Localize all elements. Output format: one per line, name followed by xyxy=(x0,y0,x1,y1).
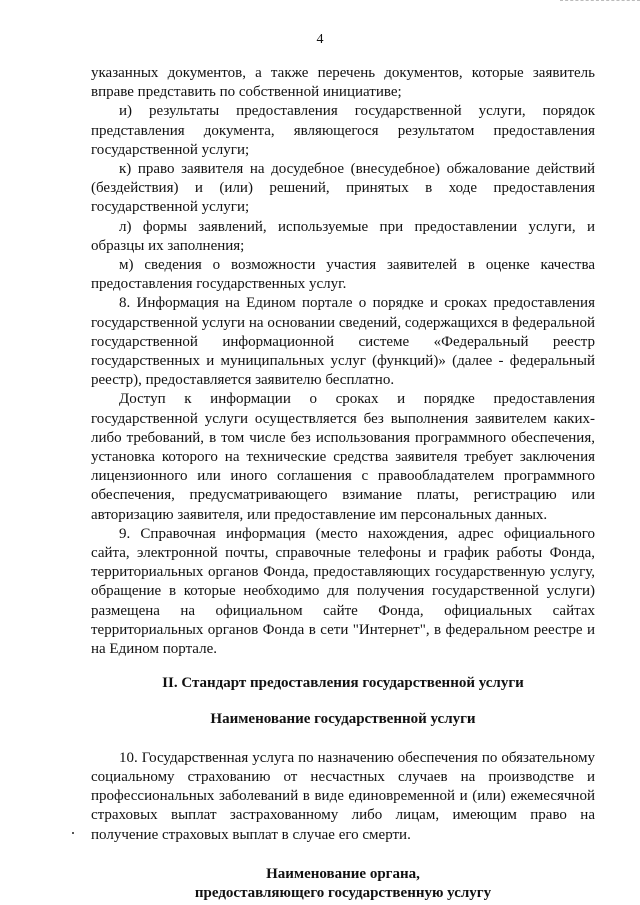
scan-dot-mark xyxy=(72,832,74,834)
scan-edge-mark xyxy=(560,0,640,3)
paragraph-item-l: л) формы заявлений, используемые при предоставлении услуги, и образцы их заполнения; xyxy=(91,218,595,254)
subheading-service-name: Наименование государственной услуги xyxy=(210,710,476,727)
document-body xyxy=(91,64,595,903)
paragraph-9: 9. Справочная информация (место нахождения, адрес официального сайта, электронной почты, справочные телефоны и график работы Фонда, территориальных органов Фонда, предоставляющих государственную услугу, обращение в которые необходимо для получения государственной услуги) размещена на официальном сайте Фонда, официальных сайтах территориальных органов Фонда в сети "Интернет", в федеральном реестре и на Едином портале. xyxy=(91,525,595,658)
subheading-organ-line2: предоставляющего государственную услугу xyxy=(194,884,492,901)
paragraph-item-k: к) право заявителя на досудебное (внесудебное) обжалование действий (бездействия) и (или) решений, принятых в ходе предоставления государственной услуги; xyxy=(91,161,595,216)
subheading-organ-line1: Наименование органа, xyxy=(266,865,420,882)
paragraph-8: 8. Информация на Едином портале о порядке и сроках предоставления государственной услуги на основании сведений, содержащихся в федеральной государственной информационной системе «Федеральный реестр государственных и муниципальных услуг (функций)» (далее - федеральный реестр), предоставляется заявителю бесплатно. xyxy=(91,295,595,389)
section-heading: II. Стандарт предоставления государственной услуги xyxy=(162,675,524,692)
paragraph-continuation: указанных документов, а также перечень документов, которые заявитель вправе представить по собственной инициативе; xyxy=(91,65,595,101)
paragraph-item-m: м) сведения о возможности участия заявителей в оценке качества предоставления государственных услуг. xyxy=(91,257,595,293)
paragraph-10: 10. Государственная услуга по назначению обеспечения по обязательному социальному страхованию от несчастных случаев на производстве и профессиональных заболеваний в виде единовременной и (или) ежемесячной страховых выплат застрахованному либо лицам, имеющим право на получение страховых выплат в случае его смерти. xyxy=(91,749,595,843)
paragraph-access: Доступ к информации о сроках и порядке предоставления государственной услуги осуществляется без выполнения заявителем каких-либо требований, в том числе без использования программного обеспечения, установка которого на технические средства заявителя требует заключения лицензионного или иного соглашения с правообладателем программного обеспечения, предусматривающего взимание платы, регистрацию или авторизацию заявителя, или предоставление им персональных данных. xyxy=(91,391,595,523)
page-number: 4 xyxy=(316,32,324,47)
paragraph-item-i: и) результаты предоставления государственной услуги, порядок представления документа, являющегося результатом предоставления государственной услуги; xyxy=(91,103,595,158)
